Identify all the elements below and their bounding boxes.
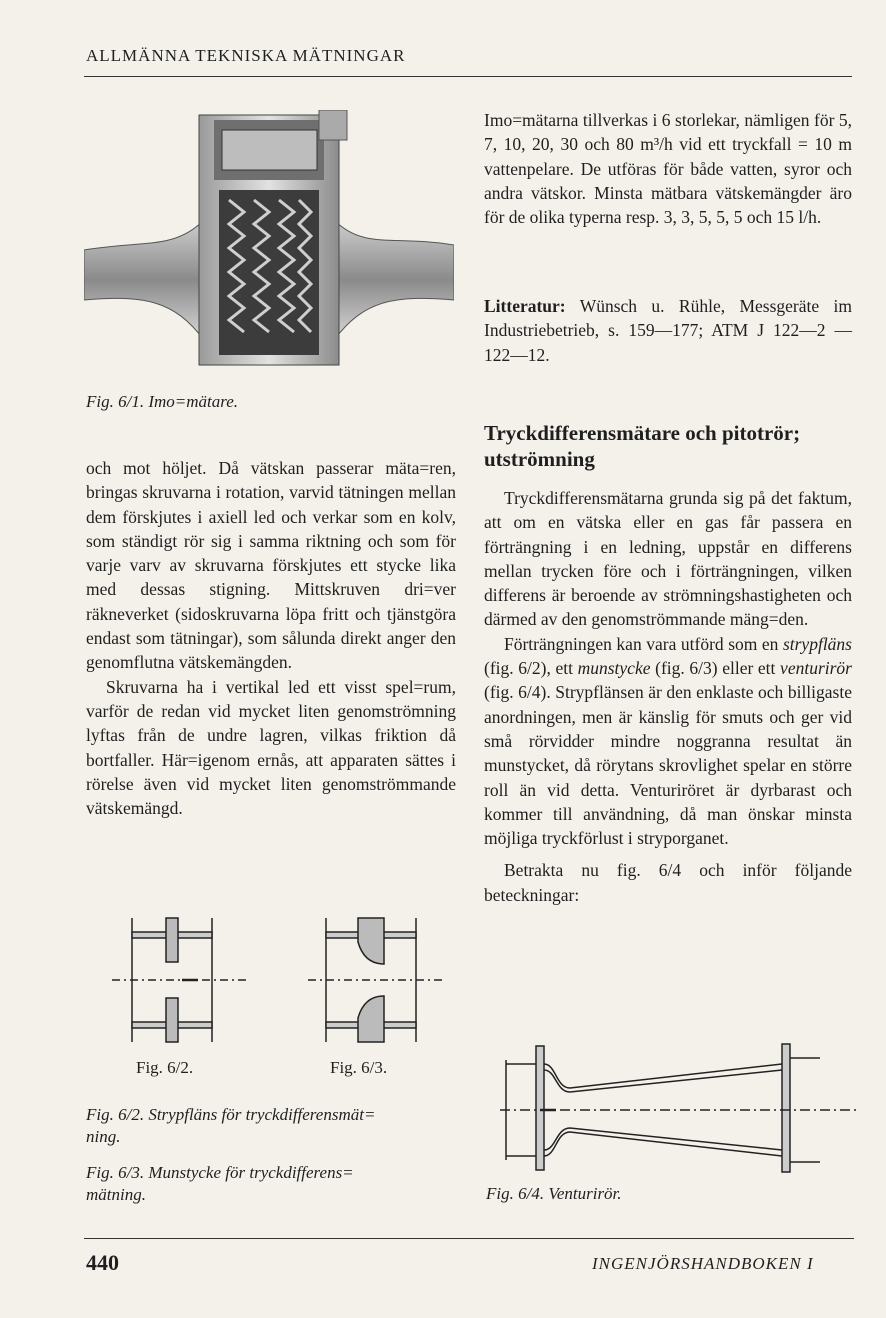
term-venturiror: venturirör — [780, 658, 852, 679]
right-intro — [484, 108, 852, 229]
right-intro-paragraph: Imo=mätarna tillverkas i 6 storlekar, nämligen för 5, 7, 10, 20, 30 och 80 m³/h vid ett tryckfall = 10 m vattenpelare. De utföras för både vatten, syror och andra vätskor. Minsta mätbara vätskemängder äro för de olika typerna resp. 3, 3, 5, 5, 5 och 15 l/h. — [484, 110, 852, 228]
literature-text: Wünsch u. Rühle, Messgeräte im Industriebetrieb, s. 159—177; ATM J 122—2 — 122—12. — [484, 296, 853, 365]
nozzle-diagram — [308, 912, 448, 1062]
left-column-text — [86, 456, 456, 820]
literature — [484, 294, 852, 367]
fig-6-2-label: Fig. 6/2. — [136, 1058, 194, 1077]
term-munstycke: munstycke — [577, 658, 651, 679]
term-strypflans: strypfläns — [782, 633, 852, 654]
literature-label: Litteratur: — [484, 296, 566, 316]
left-paragraph-2: Skruvarna ha i vertikal led ett visst spel=rum, varför de redan vid mycket liten genomströmning lyftas från de undre lagren, vilkas friktion då bortfaller. Här=igenom ernås, att apparaten sättes i rörelse även vid mycket liten genomströmmande vätskemängd. — [86, 676, 456, 819]
fig-6-1-caption: Fig. 6/1. Imo=mätare. — [86, 392, 239, 411]
fig-6-2-caption — [86, 1104, 456, 1148]
imo-meter-photo — [84, 110, 454, 378]
running-footer: INGENJÖRSHANDBOKEN I — [592, 1254, 814, 1273]
fig-6-2-caption-line-1: Fig. 6/2. Strypfläns för tryckdifferensmät= — [86, 1105, 376, 1124]
section-heading: Tryckdifferensmätare och pitotrör; utströmning — [484, 421, 801, 471]
right-paragraph-2: Förträngningen kan vara utförd som en strypfläns (fig. 6/2), ett munstycke (fig. 6/3) eller ett venturirör (fig. 6/4). Strypflänsen är den enklaste och billigaste anordningen, men är känslig för smuts och ger vid små rörvidder mindre noggranna resultat än munstycket, då rörytans skrovlighet spelar en större roll än vid detta. Venturiröret är dyrbarast och kommer till användning, då man önskar minsta möjliga tryckförlust i stryporganet. — [484, 633, 852, 849]
header-rule — [84, 76, 852, 77]
venturi-tube-diagram — [500, 1040, 862, 1176]
fig-6-4-caption: Fig. 6/4. Venturirör. — [486, 1184, 622, 1203]
fig-6-3-caption — [86, 1162, 456, 1206]
running-header: ALLMÄNNA TEKNISKA MÄTNINGAR — [86, 46, 406, 65]
fig-6-3-label: Fig. 6/3. — [330, 1058, 388, 1077]
right-paragraph-3: Betrakta nu fig. 6/4 och inför följande beteckningar: — [484, 860, 852, 905]
fig-6-3-caption-line-1: Fig. 6/3. Munstycke för tryckdifferens= — [86, 1163, 354, 1182]
orifice-plate-diagram — [112, 912, 252, 1062]
right-body — [484, 486, 852, 907]
right-paragraph-1: Tryckdifferensmätarna grunda sig på det faktum, att om en vätska eller en gas får passera en förträngning i en ledning, uppstår en differens mellan trycken före och i förträngningen, vilken differens är beroende av strömningshastigheten och därmed av den genomströmmande mäng=den. — [484, 488, 852, 630]
page-number: 440 — [86, 1250, 119, 1275]
footer-rule — [84, 1238, 854, 1239]
left-paragraph-1: och mot höljet. Då vätskan passerar mäta=ren, bringas skruvarna i rotation, varvid tätningen mellan dem förskjutes i axiell led och verkar som en kolv, som ständigt rör sig i samma riktning och som för varje varv av skruvarna förskjutes ett stycke lika med dessas stigning. Mittskruven dri=ver räkneverket (sidoskruvarna löpa fritt och tjänstgöra endast som tätningar), som sålunda direkt anger den genomflutna vätskemängden. — [86, 458, 456, 673]
fig-6-3-caption-line-2: mätning. — [86, 1185, 146, 1204]
fig-6-2-caption-line-2: ning. — [86, 1127, 121, 1146]
